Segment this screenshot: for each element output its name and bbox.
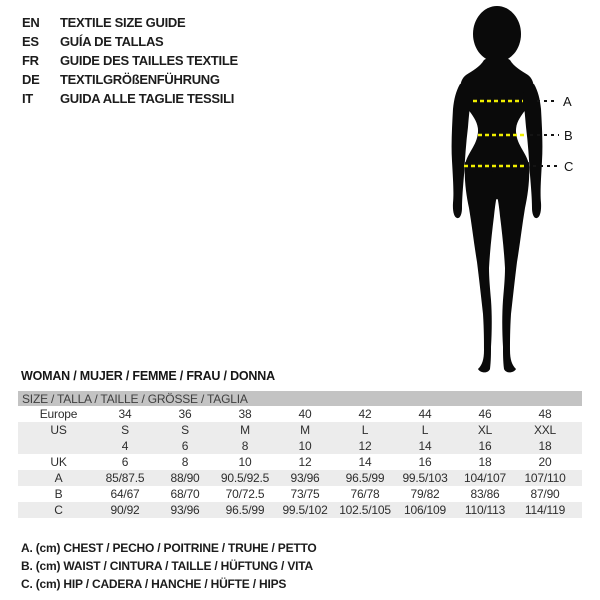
size-cell: XL xyxy=(477,423,493,437)
size-cell: 12 xyxy=(358,439,372,453)
size-cell: 87/90 xyxy=(530,487,560,501)
size-cell: M xyxy=(240,423,250,437)
lang-code: DE xyxy=(22,72,40,87)
gender-title: WOMAN / MUJER / FEMME / FRAU / DONNA xyxy=(21,369,275,383)
size-table-header: SIZE / TALLA / TAILLE / GRÖSSE / TAGLIA xyxy=(18,391,582,406)
legend-chest: A. (cm) CHEST / PECHO / POITRINE / TRUHE / PETTO xyxy=(21,541,317,555)
size-cell: S xyxy=(121,423,129,437)
size-cell: 104/107 xyxy=(464,471,506,485)
size-cell: 10 xyxy=(298,439,312,453)
woman-silhouette-icon xyxy=(435,4,575,376)
size-cell: 107/110 xyxy=(524,471,566,485)
size-cell: 16 xyxy=(478,439,492,453)
size-cell: 85/87.5 xyxy=(105,471,145,485)
size-cell: 34 xyxy=(118,407,132,421)
lang-row-it xyxy=(22,89,238,108)
lang-row-en xyxy=(22,13,238,32)
size-cell: 38 xyxy=(238,407,252,421)
table-row xyxy=(18,406,582,422)
size-cell: 76/78 xyxy=(350,487,380,501)
size-cell: 16 xyxy=(418,455,432,469)
size-cell: 102.5/105 xyxy=(339,503,391,517)
table-row xyxy=(18,470,582,486)
measurement-legend xyxy=(21,541,317,595)
size-cell: 93/96 xyxy=(290,471,320,485)
size-cell: 6 xyxy=(181,439,189,453)
size-cell: 40 xyxy=(298,407,312,421)
size-cell: 96.5/99 xyxy=(225,503,265,517)
size-cell: 79/82 xyxy=(410,487,440,501)
guide-title-de: TEXTILGRÖßENFÜHRUNG xyxy=(60,72,220,87)
size-cell: 20 xyxy=(538,455,552,469)
lang-code: ES xyxy=(22,34,39,49)
size-cell: 90.5/92.5 xyxy=(220,471,270,485)
size-cell: 90/92 xyxy=(110,503,140,517)
size-cell: 114/119 xyxy=(524,503,566,517)
legend-waist: B. (cm) WAIST / CINTURA / TAILLE / HÜFTUNG / VITA xyxy=(21,559,313,573)
lang-row-es xyxy=(22,32,238,51)
size-cell: XXL xyxy=(533,423,557,437)
size-cell: 96.5/99 xyxy=(345,471,385,485)
language-header xyxy=(22,13,238,108)
size-cell: 83/86 xyxy=(470,487,500,501)
size-cell: 18 xyxy=(538,439,552,453)
size-cell: 106/109 xyxy=(404,503,446,517)
size-cell: 10 xyxy=(238,455,252,469)
size-cell: 6 xyxy=(121,455,129,469)
size-cell: 14 xyxy=(358,455,372,469)
lang-row-de xyxy=(22,70,238,89)
row-label: B xyxy=(54,487,63,501)
lang-code: IT xyxy=(22,91,33,106)
size-cell: 110/113 xyxy=(464,503,506,517)
row-label: C xyxy=(54,503,63,517)
table-row xyxy=(18,486,582,502)
waist-label-b: B xyxy=(564,128,573,143)
size-cell: L xyxy=(361,423,369,437)
size-cell: 12 xyxy=(298,455,312,469)
guide-title-fr: GUIDE DES TAILLES TEXTILE xyxy=(60,53,238,68)
lang-row-fr xyxy=(22,51,238,70)
chest-label-a: A xyxy=(563,94,572,109)
lang-code: FR xyxy=(22,53,39,68)
size-cell: 99.5/103 xyxy=(402,471,448,485)
size-table-body xyxy=(18,406,582,518)
row-label: US xyxy=(50,423,67,437)
size-cell: 4 xyxy=(121,439,129,453)
size-cell: 44 xyxy=(418,407,432,421)
size-cell: 14 xyxy=(418,439,432,453)
size-cell: 42 xyxy=(358,407,372,421)
guide-title-en: TEXTILE SIZE GUIDE xyxy=(60,15,186,30)
size-cell: 68/70 xyxy=(170,487,200,501)
legend-hip: C. (cm) HIP / CADERA / HANCHE / HÜFTE / HIPS xyxy=(21,577,287,591)
size-cell: 8 xyxy=(241,439,249,453)
size-cell: 48 xyxy=(538,407,552,421)
table-row xyxy=(18,438,582,454)
size-cell: M xyxy=(300,423,310,437)
row-label: UK xyxy=(50,455,67,469)
size-cell: L xyxy=(421,423,429,437)
guide-title-it: GUIDA ALLE TAGLIE TESSILI xyxy=(60,91,235,106)
size-cell: 8 xyxy=(181,455,189,469)
size-table xyxy=(18,391,582,518)
lang-code: EN xyxy=(22,15,40,30)
hip-label-c: C xyxy=(564,159,574,174)
size-cell: 93/96 xyxy=(170,503,200,517)
size-cell: 64/67 xyxy=(110,487,140,501)
table-row xyxy=(18,502,582,518)
table-row xyxy=(18,454,582,470)
row-label: Europe xyxy=(39,407,78,421)
size-cell: S xyxy=(181,423,189,437)
size-cell: 18 xyxy=(478,455,492,469)
guide-title-es: GUÍA DE TALLAS xyxy=(60,34,164,49)
size-cell: 46 xyxy=(478,407,492,421)
size-cell: 36 xyxy=(178,407,192,421)
size-cell: 99.5/102 xyxy=(282,503,328,517)
size-cell: 70/72.5 xyxy=(225,487,265,501)
row-label: A xyxy=(54,471,63,485)
woman-silhouette-figure xyxy=(435,4,575,376)
size-cell: 73/75 xyxy=(290,487,320,501)
table-row xyxy=(18,422,582,438)
size-cell: 88/90 xyxy=(170,471,200,485)
